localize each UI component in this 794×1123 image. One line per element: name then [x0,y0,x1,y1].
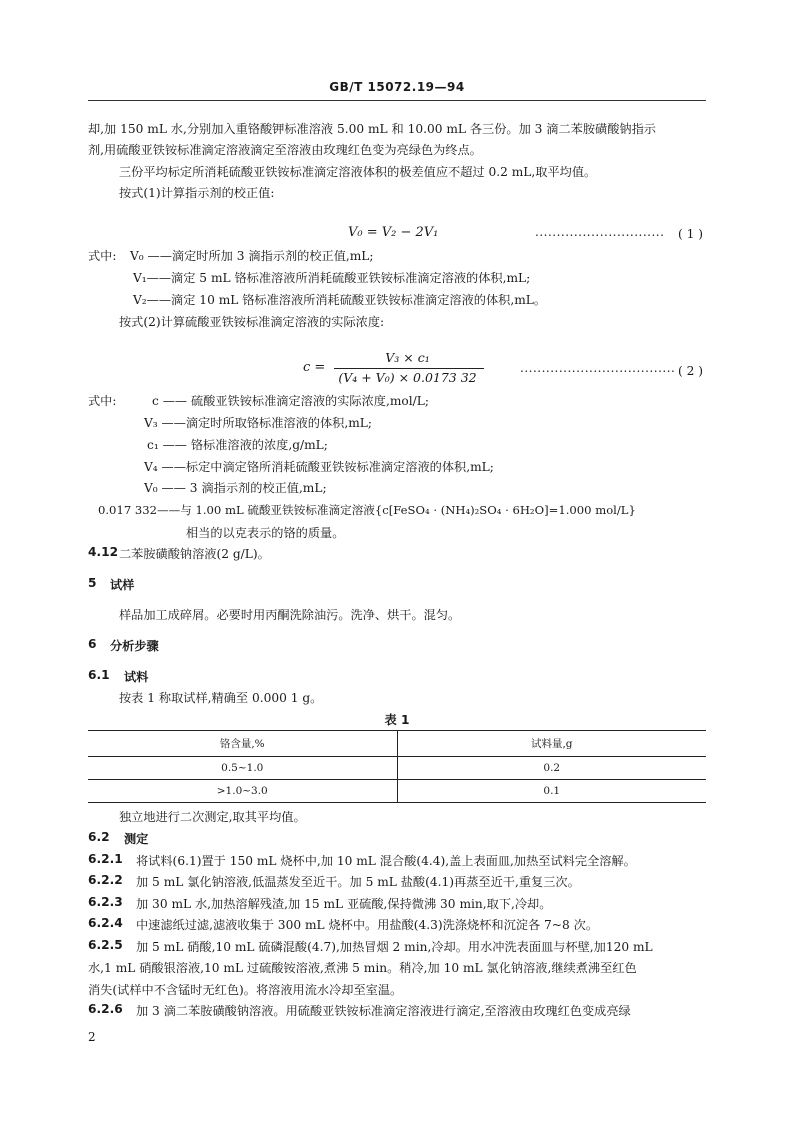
fraction-bar [334,368,484,369]
section-4-12-number: 4.12 [88,545,119,559]
step-6-2-3-text: 加 30 mL 水,加热溶解残渣,加 15 mL 亚硫酸,保持微沸 30 min,取下,冷却。 [136,897,552,911]
where-label-2: 式中: [88,394,117,408]
section-5-body: 样品加工成碎屑。必要时用丙酮洗除油污。洗净、烘干。混匀。 [119,608,461,622]
step-6-2-5-number: 6.2.5 [88,938,123,952]
where-v3: V₃ ——滴定时所取铬标准溶液的体积,mL; [144,416,373,430]
section-6-1-number: 6.1 [88,668,110,682]
formula-1-leader: .............................. [535,225,665,239]
section-4-12-text: 二苯胺磺酸钠溶液(2 g/L)。 [119,547,270,561]
page-number: 2 [88,1030,96,1044]
step-6-2-1-text: 将试料(6.1)置于 150 mL 烧杯中,加 10 mL 混合酸(4.4),盖上表面皿,加热至试料完全溶解。 [136,854,636,868]
step-6-2-1-number: 6.2.1 [88,852,123,866]
formula-2-lhs: c = [303,360,326,375]
header-rule [88,100,706,101]
formula-2-number: ( 2 ) [678,364,704,378]
intro-line-3: 三份平均标定所消耗硫酸亚铁铵标准滴定溶液体积的极差值应不超过 0.2 mL,取平均值。 [119,165,597,179]
where-v0-2: V₀ —— 3 滴指示剂的校正值,mL; [144,481,327,495]
intro-line-1: 却,加 150 mL 水,分别加入重铬酸钾标准溶液 5.00 mL 和 10.00 mL 各三份。加 3 滴二苯胺磺酸钠指示 [88,122,656,136]
section-6-2-number: 6.2 [88,830,110,844]
step-6-2-5-text: 加 5 mL 硝酸,10 mL 硫磷混酸(4.7),加热冒烟 2 min,冷却。用水冲洗表面皿与杯壁,加120 mL [136,940,653,954]
formula-2-leader: .................................... [520,361,676,375]
table-row [88,780,706,803]
where-v0: V₀ ——滴定时所加 3 滴指示剂的校正值,mL; [130,249,374,263]
where-c1: c₁ —— 铬标准溶液的浓度,g/mL; [147,438,328,452]
formula-1-number: ( 1 ) [678,227,704,241]
intro-line-2: 剂,用硫酸亚铁铵标准滴定溶液滴定至溶液由玫瑰红色变为亮绿色为终点。 [88,143,482,157]
section-6-2-title: 测定 [124,832,149,846]
table-cell: 0.5~1.0 [88,757,397,780]
step-6-2-6-number: 6.2.6 [88,1002,123,1016]
intro-line-4: 按式(1)计算指示剂的校正值: [119,186,275,200]
where-constant: 0.017 332——与 1.00 mL 硫酸亚铁铵标准滴定溶液{c[FeSO₄ · (NH₄)₂SO₄ · 6H₂O]=1.000 mol/L} [98,503,636,517]
table-header-chromium: 铬含量,% [88,731,397,757]
table-header-sample-mass: 试料量,g [397,731,706,757]
table-caption: 表 1 [384,713,410,727]
step-6-2-3-number: 6.2.3 [88,895,123,909]
where-v4: V₄ ——标定中滴定铬所消耗硫酸亚铁铵标准滴定溶液的体积,mL; [144,460,494,474]
where-c: c —— 硫酸亚铁铵标准滴定溶液的实际浓度,mol/L; [152,394,429,408]
table-row [88,757,706,780]
table-cell: >1.0~3.0 [88,780,397,803]
where-v2: V₂——滴定 10 mL 铬标准溶液所消耗硫酸亚铁铵标准滴定溶液的体积,mL。 [133,293,547,307]
table-header-row [88,731,706,757]
formula-2-numerator: V₃ × c₁ [385,350,430,365]
formula-2-denominator: (V₄ + V₀) × 0.0173 32 [338,370,477,385]
where-label-1: 式中: [88,249,117,263]
step-6-2-5-line-2: 水,1 mL 硝酸银溶液,10 mL 过硫酸铵溶液,煮沸 5 min。稍冷,加 10 mL 氯化钠溶液,继续煮沸至红色 [88,961,637,975]
step-6-2-5-line-3: 消失(试样中不含锰时无红色)。将溶液用流水冷却至室温。 [88,983,403,997]
step-6-2-4-text: 中速滤纸过滤,滤液收集于 300 mL 烧杯中。用盐酸(4.3)洗涤烧杯和沉淀各 7~8 次。 [136,918,599,932]
table-cell: 0.2 [397,757,706,780]
table-1 [88,730,706,803]
where-v1: V₁——滴定 5 mL 铬标准溶液所消耗硫酸亚铁铵标准滴定溶液的体积,mL; [133,271,531,285]
where-constant-cont: 相当的以克表示的铬的质量。 [186,526,345,540]
section-6-title: 分析步骤 [110,639,159,653]
after-table-text: 独立地进行二次测定,取其平均值。 [119,810,306,824]
step-6-2-2-text: 加 5 mL 氯化钠溶液,低温蒸发至近干。加 5 mL 盐酸(4.1)再蒸至近干,重复三次。 [136,875,580,889]
section-6-number: 6 [88,637,97,651]
intro-formula-2: 按式(2)计算硫酸亚铁铵标准滴定溶液的实际浓度: [119,315,385,329]
formula-1: V₀ = V₂ − 2V₁ [348,225,439,240]
section-6-1-body: 按表 1 称取试样,精确至 0.000 1 g。 [119,691,323,705]
document-code-header: GB/T 15072.19—94 [329,80,465,94]
step-6-2-4-number: 6.2.4 [88,916,123,930]
table-cell: 0.1 [397,780,706,803]
section-5-number: 5 [88,576,97,590]
section-5-title: 试样 [110,578,135,592]
step-6-2-2-number: 6.2.2 [88,873,123,887]
step-6-2-6-text: 加 3 滴二苯胺磺酸钠溶液。用硫酸亚铁铵标准滴定溶液进行滴定,至溶液由玫瑰红色变成亮绿 [136,1004,631,1018]
section-6-1-title: 试料 [124,670,149,684]
